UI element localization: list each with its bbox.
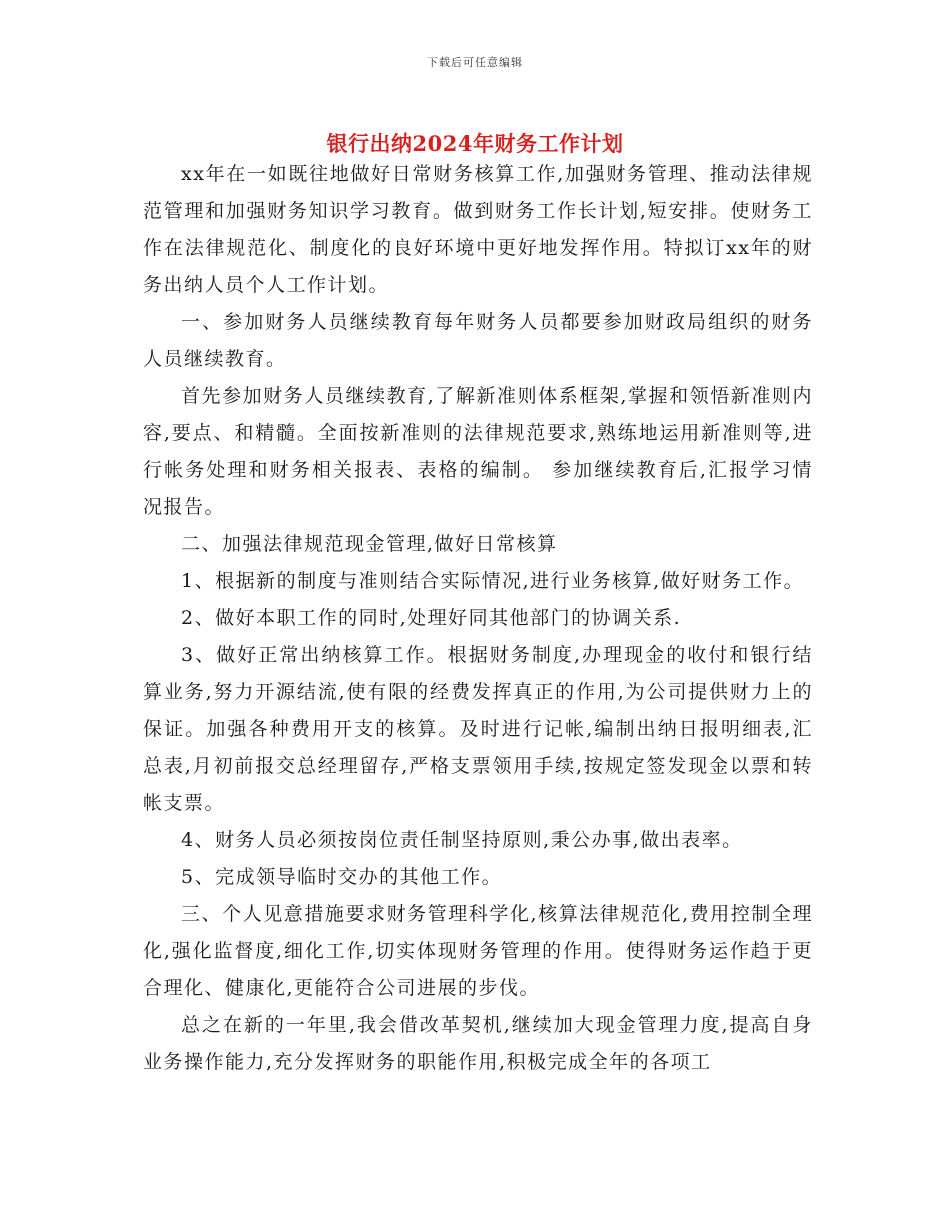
paragraph-section-2-heading: 二、加强法律规范现金管理,做好日常核算: [181, 533, 558, 555]
paragraph-item-5: 5、完成领导临时交办的其他工作。: [181, 866, 503, 888]
paragraph-item-2: 2、做好本职工作的同时,处理好同其他部门的协调关系.: [181, 607, 682, 629]
paragraph-intro: xx年在一如既往地做好日常财务核算工作,加强财务管理、推动法律规范管理和加强财务知识学习教育。做到财务工作长计划,短安排。使财务工作在法律规范化、制度化的良好环境中更好地发挥作用。特拟订xx年的财务出纳人员个人工作计划。: [143, 163, 813, 296]
paragraph-section-3: 三、个人见意措施要求财务管理科学化,核算法律规范化,费用控制全理化,强化监督度,细化工作,切实体现财务管理的作用。使得财务运作趋于更合理化、健康化,更能符合公司进展的步伐。: [143, 903, 813, 999]
paragraph-section-1-body: 首先参加财务人员继续教育,了解新准则体系框架,掌握和领悟新准则内容,要点、和精髓。全面按新准则的法律规范要求,熟练地运用新准则等,进行帐务处理和财务相关报表、表格的编制。 参加继续教育后,汇报学习情况报告。: [143, 385, 813, 518]
paragraph-section-1-heading: 一、参加财务人员继续教育每年财务人员都要参加财政局组织的财务人员继续教育。: [143, 311, 813, 370]
paragraph-item-3: 3、做好正常出纳核算工作。根据财务制度,办理现金的收付和银行结算业务,努力开源结流,使有限的经费发挥真正的作用,为公司提供财力上的保证。加强各种费用开支的核算。及时进行记帐,编制出纳日报明细表,汇总表,月初前报交总经理留存,严格支票领用手续,按规定签发现金以票和转帐支票。: [143, 644, 813, 814]
header-note: 下载后可任意编辑: [427, 56, 523, 69]
document-body: [143, 156, 813, 1081]
document-title: 银行出纳2024年财务工作计划: [326, 131, 624, 157]
paragraph-item-4: 4、财务人员必须按岗位责任制坚持原则,秉公办事,做出表率。: [181, 829, 743, 851]
paragraph-conclusion: 总之在新的一年里,我会借改革契机,继续加大现金管理力度,提高自身业务操作能力,充分发挥财务的职能作用,积极完成全年的各项工: [143, 1014, 813, 1073]
paragraph-item-1: 1、根据新的制度与准则结合实际情况,进行业务核算,做好财务工作。: [181, 570, 805, 592]
